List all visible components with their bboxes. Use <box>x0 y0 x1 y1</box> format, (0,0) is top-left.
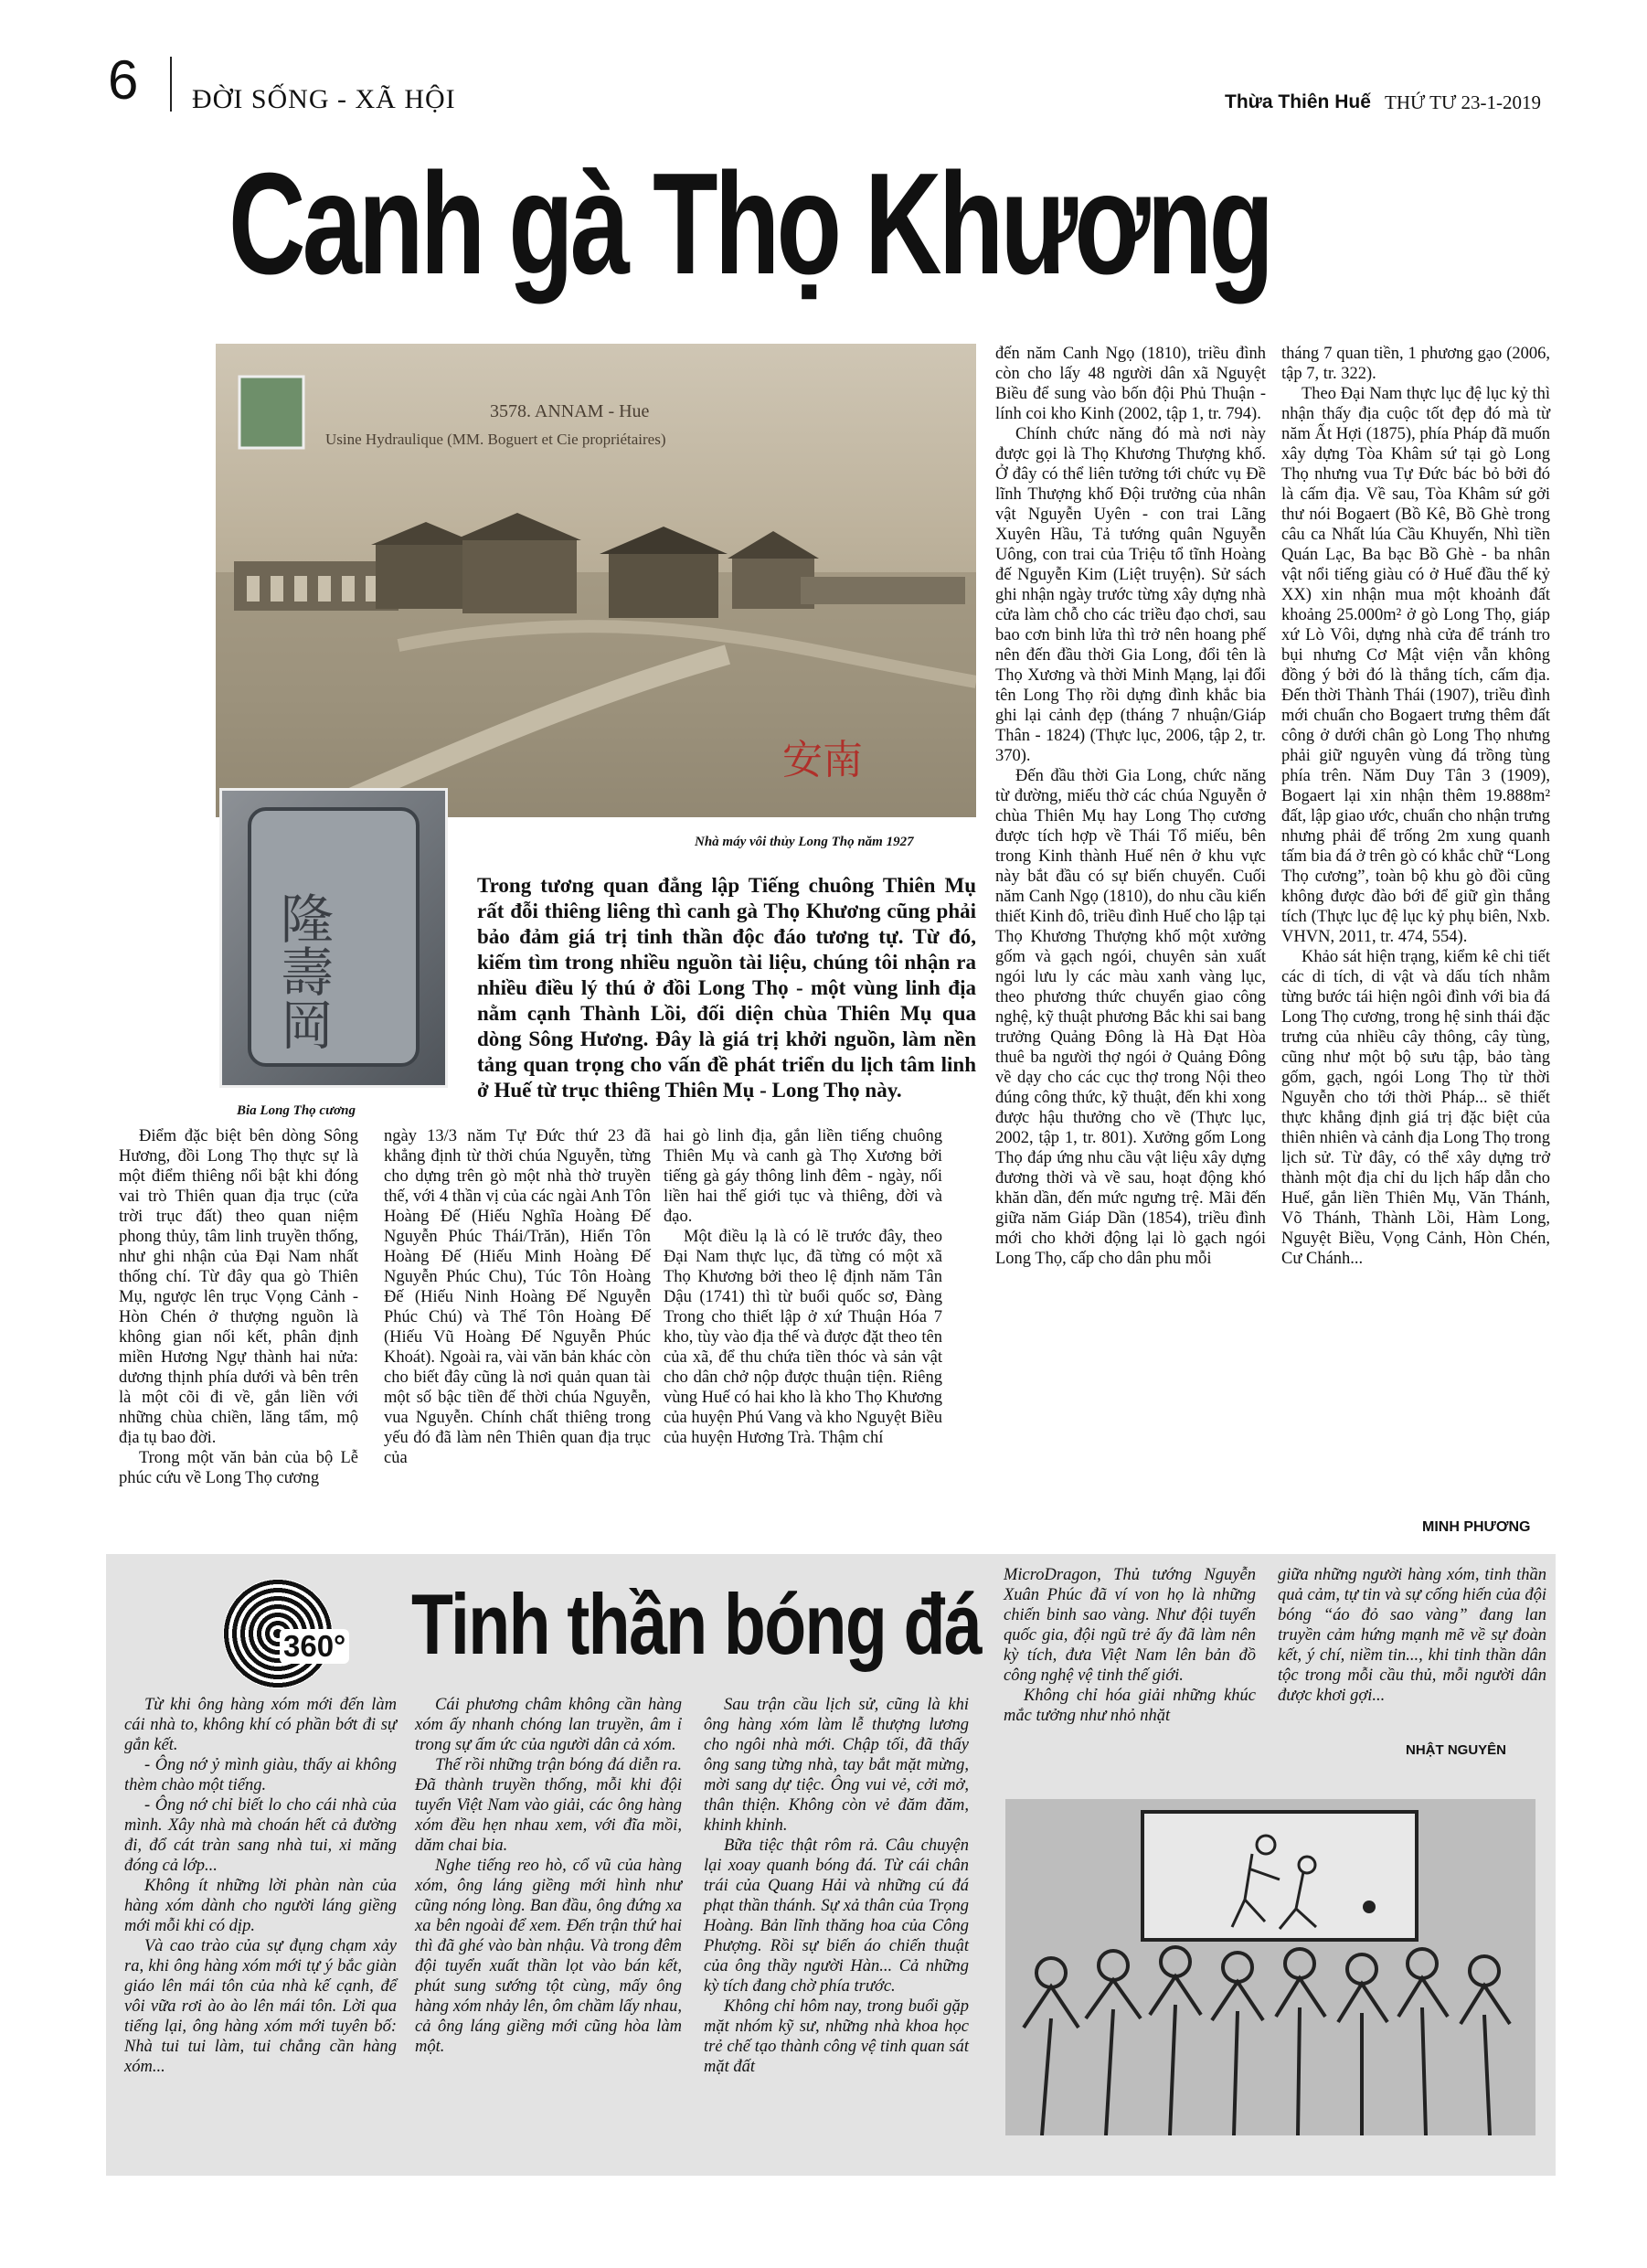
section-name: ĐỜI SỐNG - XÃ HỘI <box>192 84 456 114</box>
factory-photo <box>216 344 976 817</box>
paragraph: Điểm đặc biệt bên dòng Sông Hương, đồi Long Thọ thực sự là một điểm thiêng nổi bật khi đóng vai trò Thiên quan địa trục (cửa trời trục đất) theo quan niệm phong thủy, tâm linh truyền thống, như ghi nhận của Đại Nam nhất thống chí. Từ đây qua gò Thiên Mụ, ngược lên trục Vọng Cảnh - Hòn Chén ở thượng nguồn là không gian nối kết, phân định miền Hương Ngự thành hai nửa: dương thịnh phía dưới và bên trên là một cõi đi về, gắn liền với những chùa chiền, lăng tẩm, mộ địa tụ bao đời. <box>119 1127 358 1447</box>
paragraph: Cái phương châm không cần hàng xóm ấy nhanh chóng lan truyền, âm ỉ trong sự ấm ức của người dân cả xóm. <box>415 1696 682 1754</box>
paragraph: Thế rồi những trận bóng đá diễn ra. Đã thành truyền thống, mỗi khi đội tuyển Việt Nam vào giải, các ông hàng xóm đều hẹn nhau xem, với đĩa mồi, dăm chai bia. <box>415 1756 682 1855</box>
issue-date: THỨ TƯ 23-1-2019 <box>1385 91 1542 113</box>
paragraph: Theo Đại Nam thực lục đệ lục kỷ thì nhận thấy địa cuộc tốt đẹp đó mà từ năm Ất Hợi (1875), phía Pháp đã muốn xây dựng Tòa Khâm sứ tại gò Long Thọ nhưng vua Tự Đức bác bỏ bởi đó là cấm địa. Về sau, Tòa Khâm sứ gởi thư nói Bogaert (Bồ Kê, Bồ Ghè trong câu ca Nhất lúa Cầu Khuyến, Nhì tiền Quán Lạc, Ba bạc Bồ Ghè - ba nhân vật nổi tiếng giàu có ở Huế đầu thế kỷ XX) xin nhận mua một khoảnh đất khoảng 25.000m² ở gò Long Thọ, giáp xứ Lò Vôi, dựng nhà cửa để tránh tro bụi nhưng Cơ Mật viện vẫn không đồng ý bởi đó là thắng tích, cấm địa. Đến thời Thành Thái (1907), triều đình mới chuẩn cho Bogaert trưng thêm đất công ở dưới chân gò Long Thọ nhưng phải giữ nguyên vùng đá trồng tùng phía trên. Năm Duy Tân 3 (1909), Bogaert lại xin nhận thêm 19.888m² đất, lập giao ước, chuẩn cho nhận trưng nhưng phải để trống 2m xung quanh tấm bia đá ở trên gò có khắc chữ “Long Thọ cương”, toàn bộ khu gò đồi cũng không được đào bới để giữ gìn thắng tích (Thực lục đệ lục kỷ phụ biên, Nxb. VHVN, 2011, tr. 474, 554). <box>1281 385 1550 946</box>
paragraph: Sau trận cầu lịch sử, cũng là khi ông hàng xóm làm lễ thượng lương cho ngôi nhà mới. Chập tối, đã thấy ông sang từng nhà, tay bắt mặt mừng, mời sang dự tiệc. Ông vui vẻ, cởi mở, thân thiện. Không còn vẻ đăm đăm, khinh khỉnh. <box>704 1696 969 1835</box>
sidebar-column-2 <box>415 1695 682 2057</box>
paragraph: giữa những người hàng xóm, tinh thần quả cảm, tự tin và sự cống hiến của đội bóng “áo đỏ sao vàng” đang lan truyền cảm hứng mạnh mẽ về sự đoàn kết, ý chí, niềm tin..., khi tinh thần dân tộc trong mỗi cầu thủ, mỗi người dân được khơi gợi... <box>1278 1566 1546 1705</box>
article-column-5 <box>1281 344 1550 1269</box>
stele-inscription: 隆壽岡 <box>271 891 334 1050</box>
page-number: 6 <box>108 49 139 111</box>
photo1-caption: Nhà máy vôi thủy Long Thọ năm 1927 <box>695 835 914 849</box>
paragraph: Từ khi ông hàng xóm mới đến làm cái nhà to, không khí có phần bớt đi sự gắn kết. <box>124 1696 397 1754</box>
sidebar-title: Tinh thần bóng đá <box>411 1576 982 1672</box>
sidebar-author: NHẬT NGUYÊN <box>1406 1742 1507 1758</box>
factory-illustration <box>216 344 976 817</box>
sidebar-column-5 <box>1278 1565 1546 1706</box>
article-column-2 <box>384 1126 651 1468</box>
paragraph: - Ông nớ ỷ mình giàu, thấy ai không thèm chào một tiếng. <box>124 1756 397 1794</box>
paragraph: MicroDragon, Thủ tướng Nguyễn Xuân Phúc đã ví von họ là những chiến binh sao vàng. Như đội tuyển quốc gia, đội ngũ trẻ ấy đã làm nên kỳ tích, đưa Việt Nam lên bản đồ công nghệ vệ tinh thế giới. <box>1004 1566 1256 1685</box>
article-title: Canh gà Thọ Khương <box>228 144 1271 304</box>
cartoon-illustration <box>1005 1799 1535 2135</box>
sidebar-column-3 <box>704 1695 969 2077</box>
article-column-4 <box>995 344 1266 1269</box>
header-divider <box>170 57 172 112</box>
paragraph: Không chỉ hóa giải những khúc mắc tưởng như nhỏ nhặt <box>1004 1687 1256 1725</box>
paragraph: Bữa tiệc thật rôm rả. Câu chuyện lại xoay quanh bóng đá. Từ cái chân trái của Quang Hải và những cú đá phạt thần thánh. Sự xả thân của Trọng Hoàng. Bản lĩnh thăng hoa của Công Phượng. Rồi sự biến áo chiến thuật của ông thầy người Hàn... Cả những kỳ tích đang chờ phía trước. <box>704 1837 969 1996</box>
article-lead: Trong tương quan đẳng lập Tiếng chuông Thiên Mụ rất đỗi thiêng liêng thì canh gà Thọ Khương cũng phải bảo đảm giá trị tinh thần độc đáo tương tự. Từ đó, kiếm tìm trong nhiều nguồn tài liệu, chúng tôi nhận ra nhiều điều lý thú ở đồi Long Thọ - một vùng linh địa nằm cạnh Thành Lồi, đối diện chùa Thiên Mụ qua dòng Sông Hương. Đây là giá trị khởi nguồn, làm nền tảng quan trọng cho vấn đề phát triển du lịch tâm linh ở Huế từ trục thiêng Thiên Mụ - Long Thọ này. <box>477 874 976 1102</box>
paragraph: Không ít những lời phàn nàn của hàng xóm dành cho người láng giềng mới mỗi khi có dịp. <box>124 1877 397 1935</box>
photo-stamp-subtitle: Usine Hydraulique (MM. Boguert et Cie propriétaires) <box>325 431 666 448</box>
stele-illustration <box>222 791 445 1085</box>
article-author: MINH PHƯƠNG <box>1422 1519 1531 1535</box>
photo-stamp: 3578. ANNAM - Hue <box>490 401 650 421</box>
paragraph: đến năm Canh Ngọ (1810), triều đình còn cho lấy 48 người dân xã Nguyệt Biều để sung vào bốn đội Phủ Thuận - lính coi kho Kinh (2002, tập 1, tr. 794). <box>995 345 1266 423</box>
paragraph: Trong một văn bản của bộ Lễ phúc cứu về Long Thọ cương <box>119 1449 358 1487</box>
newspaper-name: Thừa Thiên Huế <box>1225 91 1371 112</box>
paragraph: ngày 13/3 năm Tự Đức thứ 23 đã khẳng định từ thời chúa Nguyễn, từng cho dựng trên gò một nhà thờ truyền thế, với 4 thần vị của các ngài Anh Tôn Hoàng Đế (Hiếu Nghĩa Hoàng Đế Nguyễn Phúc Thái/Trăn), Hiển Tôn Hoàng Đế (Hiếu Minh Hoàng Đế Nguyễn Phúc Chu), Túc Tôn Hoàng Đế (Hiếu Ninh Hoàng Đế Nguyễn Phúc Chú) và Thế Tôn Hoàng Đế (Hiếu Vũ Hoàng Đế Nguyễn Phúc Khoát). Ngoài ra, vài văn bản khác còn cho biết đây cũng là nơi quản quan tài một số bậc tiền đế thời chúa Nguyễn, vua Nguyễn. Chính chất thiêng trong yếu đó đã làm nên Thiên quan địa trục của <box>384 1127 651 1467</box>
red-seal: 安南 <box>782 737 863 783</box>
paragraph: Đến đầu thời Gia Long, chức năng từ đường, miếu thờ các chúa Nguyễn ở chùa Thiên Mụ hay Long Thọ cương được tích hợp về Thái Tổ miếu, bên trong Kinh thành Huế nên ở khu vực này bắt đầu có sự biến chuyển. Cuối năm Canh Ngọ (1810), do nhu cầu kiến thiết Kinh đô, triều đình Huế cho lập tại Thọ Khương Thượng khố một xưởng gốm và gạch ngói, chuyên sản xuất ngói lưu ly các màu xanh vàng lục, theo phương thức chuyển giao công nghệ, kỹ thuật phương Bắc khi sai bang trưởng Quảng Đông là Hà Đạt Hòa thuê ba người thợ ngói ở Quảng Đông về dạy cho các cục thợ trong Nội theo đúng công thức, kỹ thuật, đến khi xong được hậu thưởng cho về (Thực lục, 2002, tập 1, tr. 801). Xưởng gốm Long Thọ đáp ứng nhu cầu vật liệu xây dựng đương thời và về sau, hoạt động khó khăn dần, đến mức ngưng trệ. Mãi đến giữa năm Giáp Dần (1854), triều đình mới cho khởi động lại lò gạch ngói Long Thọ, cấp cho dân phu mỗi <box>995 767 1266 1268</box>
paragraph: Và cao trào của sự đụng chạm xảy ra, khi ông hàng xóm mới tự ý bắc giàn giáo lên mái tôn của nhà kế cạnh, để vôi vữa rơi ào ào lên mái tôn. Lời qua tiếng lại, ông hàng xóm mới tuyên bố: Nhà tui tui làm, tui chẳng cần hàng xóm... <box>124 1937 397 2076</box>
article-column-3 <box>664 1126 942 1448</box>
logo-label: 360° <box>280 1629 349 1664</box>
stele-photo <box>219 788 448 1088</box>
article-column-1 <box>119 1126 358 1488</box>
sidebar-column-4 <box>1004 1565 1256 1726</box>
photo2-caption: Bia Long Thọ cương <box>237 1103 356 1118</box>
paragraph: hai gò linh địa, gắn liền tiếng chuông Thiên Mụ và canh gà Thọ Xương bởi tiếng gà gáy thông linh đêm - ngày, nối liền hai thế giới tục và thiêng, đời và đạo. <box>664 1127 942 1226</box>
paragraph: Nghe tiếng reo hò, cổ vũ của hàng xóm, ông láng giềng mới hình như cũng nóng lòng. Ban đầu, ông đứng xa xa bên ngoài để xem. Đến trận thứ hai thì đã ghé vào bàn nhậu. Và trong đêm đội tuyển xuất thần lọt vào bán kết, phút sung sướng tột cùng, mấy ông hàng xóm nhảy lên, ôm chầm lấy nhau, cả ông láng giềng mới cũng hòa làm một. <box>415 1857 682 2056</box>
football-cartoon <box>1005 1799 1535 2135</box>
paragraph: Chính chức năng đó mà nơi này được gọi là Thọ Khương Thượng khố. Ở đây có thể liên tưởng tới chức vụ Đề lĩnh Thượng khố Đội trưởng của nhân vật Nguyễn Uyên - con trai Lãng Xuyên Hầu, Tả tướng quân Nguyễn Uông, con trai của Triệu tổ tĩnh Hoàng đế Nguyễn Kim (Liệt truyện). Sử sách ghi nhận ngày trước từng xây dựng nhà cửa làm chỗ cho các triều đạo chơi, sau bao cơn binh lửa thì trở nên hoang phế nên đến đầu thời Gia Long, đổi tên là Thọ Xương và thời Minh Mạng, lại đổi tên Long Thọ rồi dựng đình khắc bia ghi lại cảnh đẹp (tháng 7 nhuận/Giáp Thân - 1824) (Thực lục, 2006, tập 2, tr. 370). <box>995 425 1266 765</box>
paragraph: Khảo sát hiện trạng, kiểm kê chi tiết các di tích, di vật và dấu tích nhằm từng bước tái hiện ngôi đình với bia đá Long Thọ cương, trong hệ sinh thái đặc trưng của nhiều cây thông, cây tùng, cũng như một bộ sưu tập, bảo tàng gốm, gạch, ngói Long Thọ từ thời Nguyễn cho tới thời Pháp... sẽ thiết thực khẳng định giá trị đặc biệt của thiên nhiên và cảnh địa Long Thọ trong lịch sử. Từ đây, có thể xây dựng trở thành một địa chỉ du lịch hấp dẫn cho Huế, gắn liền Thiên Mụ, Văn Thánh, Võ Thánh, Thành Lồi, Hàm Long, Nguyệt Biều, Vọng Cảnh, Hòn Chén, Cư Chánh... <box>1281 948 1550 1268</box>
paragraph: - Ông nớ chỉ biết lo cho cái nhà của mình. Xây nhà mà choán hết cả đường đi, đổ cát tràn sang nhà tui, xi măng đóng cả lớp... <box>124 1796 397 1875</box>
sidebar-column-1 <box>124 1695 397 2077</box>
paragraph: tháng 7 quan tiền, 1 phương gạo (2006, tập 7, tr. 322). <box>1281 345 1550 383</box>
paragraph: Không chỉ hôm nay, trong buổi gặp mặt nhóm kỹ sư, những nhà khoa học trẻ chế tạo thành công vệ tinh quan sát mặt đất <box>704 1997 969 2076</box>
paragraph: Một điều lạ là có lẽ trước đây, theo Đại Nam thực lục, đã từng có một xã Thọ Khương bởi theo lệ định năm Tân Dậu (1741) thì từ buổi quốc sơ, Đàng Trong cho thiết lập ở xứ Thuận Hóa 7 kho, tùy vào địa thế và được đặt theo tên của xã, để thu chứa tiền thóc và sản vật cho dân chở nộp được thuận tiện. Riêng vùng Huế có hai kho là kho Thọ Khương của huyện Phú Vang và kho Nguyệt Biều của huyện Hương Trà. Thậm chí <box>664 1228 942 1447</box>
